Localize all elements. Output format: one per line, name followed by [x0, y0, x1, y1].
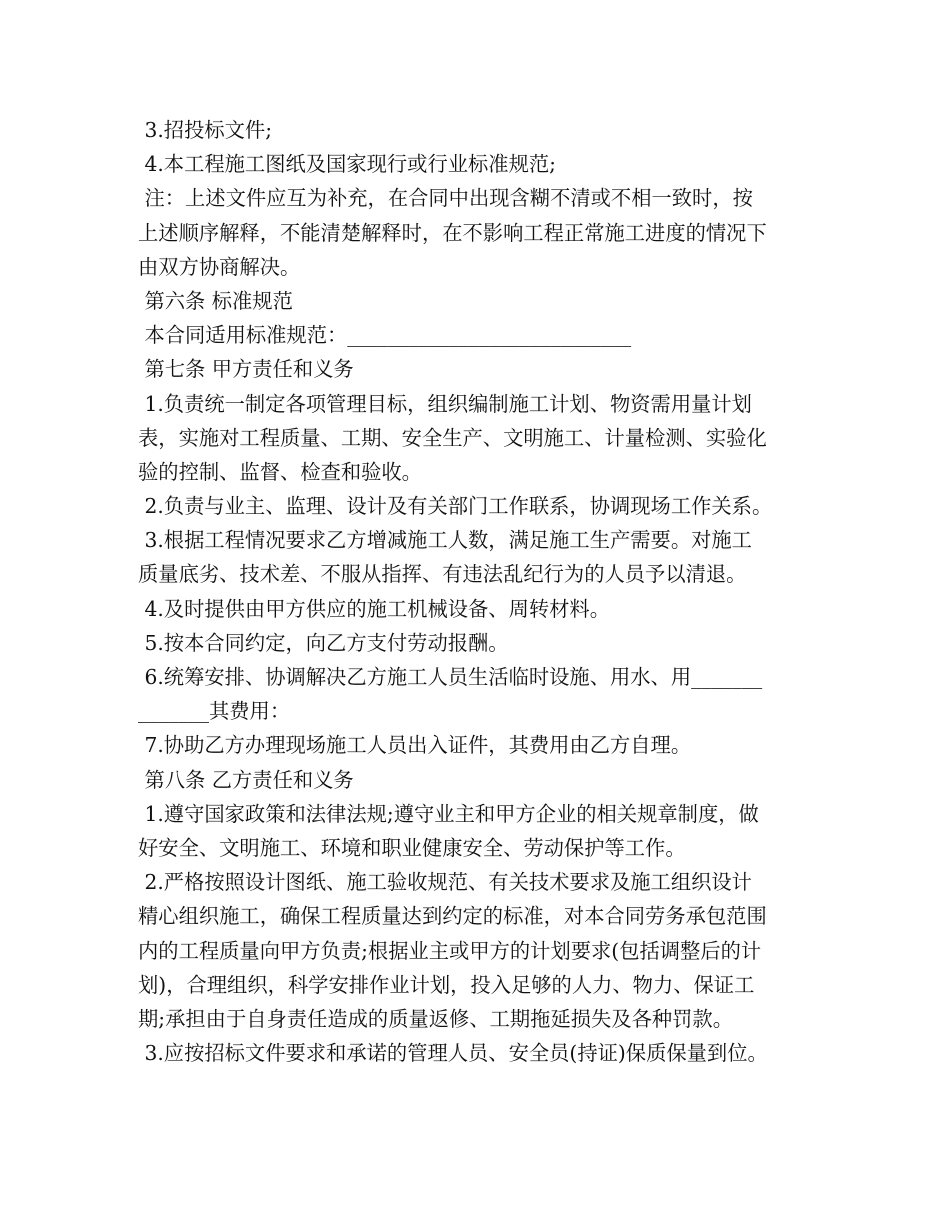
text-line: 1.负责统一制定各项管理目标，组织编制施工计划、物资需用量计划	[138, 391, 752, 416]
text-line: 2.严格按照设计图纸、施工验收规范、有关技术要求及施工组织设计	[138, 870, 752, 895]
section-heading: 第六条 标准规范	[138, 288, 293, 313]
text-line: 4.及时提供由甲方供应的施工机械设备、周转材料。	[138, 596, 610, 621]
text-line: 好安全、文明施工、环境和职业健康安全、劳动保护等工作。	[138, 835, 686, 860]
text-line: 6.统筹安排、协调解决乙方施工人员生活临时设施、用水、用_______	[138, 665, 763, 689]
text-line: 表，实施对工程质量、工期、安全生产、文明施工、计量检测、实验化	[138, 425, 767, 450]
text-line: 质量底劣、技术差、不服从指挥、有违法乱纪行为的人员予以清退。	[138, 562, 747, 587]
text-line: 2.负责与业主、监理、设计及有关部门工作联系，协调现场工作关系。	[138, 494, 773, 519]
text-line: 期;承担由于自身责任造成的质量返修、工期拖延损失及各种罚款。	[138, 1006, 733, 1031]
text-line: 划)，合理组织，科学安排作业计划，投入足够的人力、物力、保证工	[138, 972, 755, 997]
section-heading: 第八条 乙方责任和义务	[138, 767, 354, 792]
text-line: 3.招投标文件;	[138, 118, 273, 142]
text-line: 1.遵守国家政策和法律法规;遵守业主和甲方企业的相关规章制度，做	[138, 801, 759, 826]
text-line: 5.按本合同约定，向乙方支付劳动报酬。	[138, 630, 509, 655]
section-heading: 第七条 甲方责任和义务	[138, 357, 354, 382]
text-line: 由双方协商解决。	[138, 254, 301, 279]
text-line: 注：上述文件应互为补充，在合同中出现含糊不清或不相一致时，按	[138, 186, 753, 211]
document-page	[138, 113, 828, 1070]
text-line: 精心组织施工，确保工程质量达到约定的标准，对本合同劳务承包范围	[138, 904, 767, 929]
text-line: 4.本工程施工图纸及国家现行或行业标准规范;	[138, 152, 556, 177]
text-line: 验的控制、监督、检查和验收。	[138, 459, 422, 484]
text-line: 内的工程质量向甲方负责;根据业主或甲方的计划要求(包括调整后的计	[138, 938, 762, 963]
text-line: 上述顺序解释，不能清楚解释时，在不影响工程正常施工进度的情况下	[138, 220, 767, 245]
text-line: 7.协助乙方办理现场施工人员出入证件，其费用由乙方自理。	[138, 733, 692, 758]
text-line: 本合同适用标准规范：____________________________	[138, 323, 632, 348]
text-line: 3.应按招标文件要求和承诺的管理人员、安全员(持证)保质保量到位。	[138, 1041, 768, 1066]
text-line: _______其费用：	[138, 699, 291, 724]
text-line: 3.根据工程情况要求乙方增减施工人数，满足施工生产需要。对施工	[138, 528, 752, 553]
